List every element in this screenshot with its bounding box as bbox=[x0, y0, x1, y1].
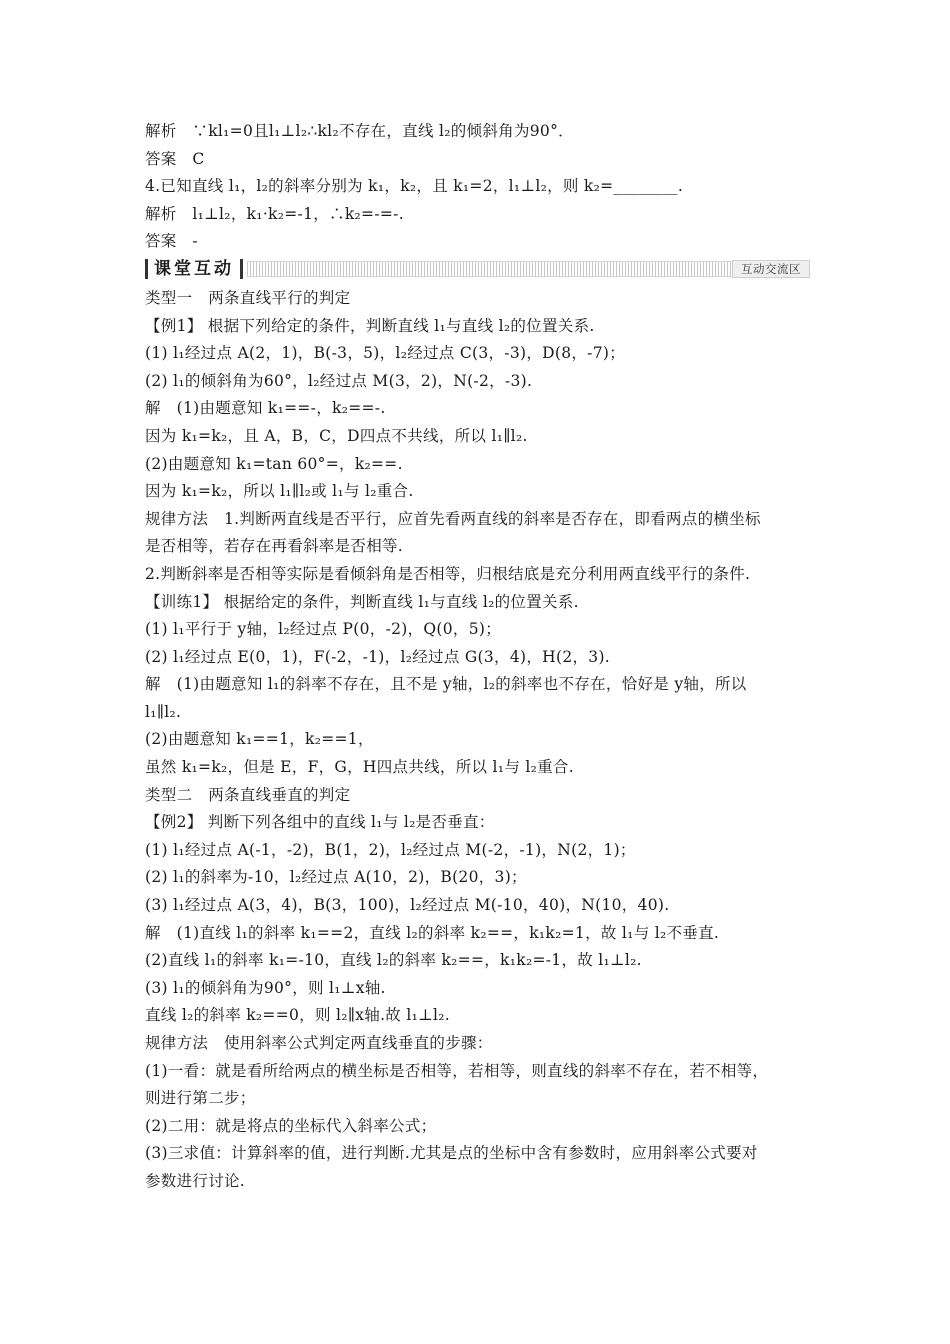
question-4: 4.已知直线 l₁，l₂的斜率分别为 k₁，k₂，且 k₁=2，l₁⊥l₂，则 k₂=________. bbox=[145, 177, 684, 196]
solution-line: (2)直线 l₁的斜率 k₁=-10，直线 l₂的斜率 k₂==，k₁k₂=-1，故 l₁⊥l₂. bbox=[145, 951, 642, 970]
solution-line: 直线 l₂的斜率 k₂==0，则 l₂∥x轴.故 l₁⊥l₂. bbox=[145, 1006, 450, 1025]
banner-tag: 互动交流区 bbox=[732, 260, 810, 278]
type-heading: 类型二 两条直线垂直的判定 bbox=[145, 785, 351, 804]
method-line: (2)二用：就是将点的坐标代入斜率公式； bbox=[145, 1116, 437, 1135]
banner-bar-right bbox=[240, 259, 243, 279]
solution-line: l₁∥l₂. bbox=[145, 702, 182, 721]
analysis-line: 解析 l₁⊥l₂，k₁·k₂=-1，∴k₂=-=-. bbox=[145, 204, 404, 223]
example-2-title: 【例2】 判断下列各组中的直线 l₁与 l₂是否垂直： bbox=[145, 813, 495, 832]
banner-stripes bbox=[247, 261, 732, 277]
solution-line: (3) l₁的倾斜角为90°，则 l₁⊥x轴. bbox=[145, 978, 386, 997]
method-line: 规律方法 1.判断两直线是否平行，应首先看两直线的斜率是否存在，即看两点的横坐标 bbox=[145, 509, 761, 528]
page-content bbox=[145, 118, 810, 1196]
method-line: (1)一看：就是看所给两点的横坐标是否相等，若相等，则直线的斜率不存在，若不相等， bbox=[145, 1061, 769, 1080]
banner-title: 课堂互动 bbox=[154, 258, 234, 279]
example-2-item-3: (3) l₁经过点 A(3，4)，B(3，100)，l₂经过点 M(-10，40)，N(10，40). bbox=[145, 896, 670, 915]
method-line: 是否相等，若存在再看斜率是否相等. bbox=[145, 537, 404, 556]
exercise-1-item-1: (1) l₁平行于 y轴，l₂经过点 P(0，-2)，Q(0，5)； bbox=[145, 620, 502, 639]
solution-line: 虽然 k₁=k₂，但是 E，F，G，H四点共线，所以 l₁与 l₂重合. bbox=[145, 758, 574, 777]
answer-line: 答案 - bbox=[145, 232, 198, 251]
answer-line: 答案 C bbox=[145, 149, 205, 168]
solution-line: (2)由题意知 k₁==1，k₂==1， bbox=[145, 730, 374, 749]
method-line: (3)三求值：计算斜率的值，进行判断.尤其是点的坐标中含有参数时，应用斜率公式要对 bbox=[145, 1144, 758, 1163]
method-line: 2.判断斜率是否相等实际是看倾斜角是否相等，归根结底是充分利用两直线平行的条件. bbox=[145, 564, 751, 583]
example-2-item-1: (1) l₁经过点 A(-1，-2)，B(1，2)，l₂经过点 M(-2，-1)，N(2，1)； bbox=[145, 840, 636, 859]
method-line: 规律方法 使用斜率公式判定两直线垂直的步骤： bbox=[145, 1034, 493, 1052]
analysis-line: 解析 ∵kl₁=0且l₁⊥l₂∴kl₂不存在，直线 l₂的倾斜角为90°． bbox=[145, 122, 574, 140]
example-1-item-1: (1) l₁经过点 A(2，1)，B(-3，5)，l₂经过点 C(3，-3)，D(8，-7)； bbox=[145, 344, 626, 363]
solution-line: 解 (1)由题意知 l₁的斜率不存在，且不是 y轴，l₂的斜率也不存在，恰好是 y轴，所以 bbox=[145, 675, 747, 694]
type-heading: 类型一 两条直线平行的判定 bbox=[145, 288, 351, 307]
solution-line: 解 (1)由题意知 k₁==-，k₂==-. bbox=[145, 399, 386, 418]
exercise-1-item-2: (2) l₁经过点 E(0，1)，F(-2，-1)，l₂经过点 G(3，4)，H(2，3). bbox=[145, 647, 611, 666]
method-line: 则进行第二步； bbox=[145, 1089, 256, 1108]
example-1-title: 【例1】 根据下列给定的条件，判断直线 l₁与直线 l₂的位置关系. bbox=[145, 316, 595, 335]
solution-line: (2)由题意知 k₁=tan 60°=，k₂==. bbox=[145, 454, 403, 473]
solution-line: 解 (1)直线 l₁的斜率 k₁==2，直线 l₂的斜率 k₂==，k₁k₂=1，故 l₁与 l₂不垂直. bbox=[145, 923, 720, 942]
example-1-item-2: (2) l₁的倾斜角为60°，l₂经过点 M(3，2)，N(-2，-3). bbox=[145, 371, 533, 390]
solution-line: 因为 k₁=k₂，所以 l₁∥l₂或 l₁与 l₂重合. bbox=[145, 482, 414, 501]
example-2-item-2: (2) l₁的斜率为-10，l₂经过点 A(10，2)，B(20，3)； bbox=[145, 868, 527, 887]
solution-line: 因为 k₁=k₂，且 A，B，C，D四点不共线，所以 l₁∥l₂. bbox=[145, 426, 528, 445]
section-banner bbox=[145, 258, 810, 280]
exercise-1-title: 【训练1】 根据给定的条件，判断直线 l₁与直线 l₂的位置关系. bbox=[145, 592, 579, 611]
method-line: 参数进行讨论. bbox=[145, 1171, 246, 1190]
